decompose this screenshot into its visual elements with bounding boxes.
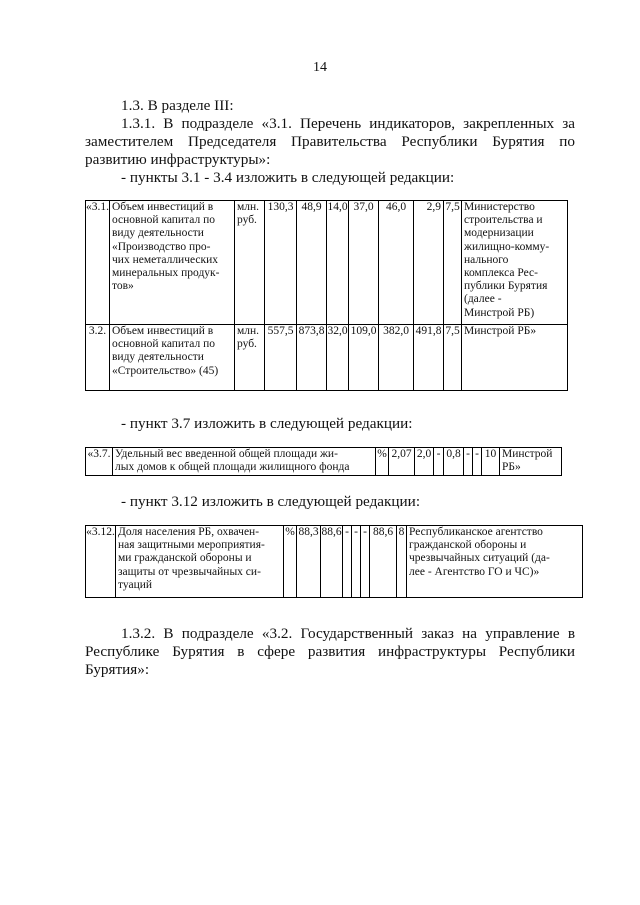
- paragraph-subsection-line-2: заместителем Председателя Правительства Республики Бурятия по: [85, 133, 575, 150]
- responsible-body: Минстрой РБ»: [462, 325, 568, 391]
- unit: %: [376, 448, 389, 476]
- value-cell: -: [352, 526, 361, 598]
- row-number: «3.1.: [86, 201, 110, 325]
- table-row: [86, 325, 568, 391]
- value-cell: 8: [397, 526, 407, 598]
- indicators-table-3-7: [85, 447, 562, 476]
- value-cell: -: [361, 526, 370, 598]
- value-cell: -: [464, 448, 473, 476]
- value-cell: 7,5: [444, 325, 462, 391]
- value-cell: -: [343, 526, 352, 598]
- value-cell: 32,0: [327, 325, 349, 391]
- indicators-table-3-12: [85, 525, 583, 598]
- indicators-table-3-1-3-2: [85, 200, 568, 391]
- value-cell: 491,8: [414, 325, 444, 391]
- indicator-name: Удельный вес введенной общей площади жи- лых домов к общей площади жилищного фонда: [113, 448, 376, 476]
- unit: млн. руб.: [235, 201, 265, 325]
- value-cell: 48,9: [297, 201, 327, 325]
- responsible-body: Министерство строительства и модернизации жилищно-комму- нального комплекса Рес- публики Бурятия (далее - Минстрой РБ): [462, 201, 568, 325]
- responsible-body: Минстрой РБ»: [500, 448, 562, 476]
- paragraph-section-heading: 1.3. В разделе III:: [121, 97, 234, 114]
- value-cell: -: [473, 448, 482, 476]
- indicator-name: Объем инвестиций в основной капитал по виду деятельности «Строительство» (45): [110, 325, 235, 391]
- paragraph-subsection-2-line-1: 1.3.2. В подразделе «3.2. Государственный заказ на управление в: [121, 625, 575, 642]
- value-cell: 130,3: [265, 201, 297, 325]
- paragraph-subsection-2-line-3: Бурятия»:: [85, 661, 150, 678]
- value-cell: 37,0: [349, 201, 379, 325]
- row-number: «3.12.: [86, 526, 116, 598]
- table-row: [86, 526, 583, 598]
- value-cell: 109,0: [349, 325, 379, 391]
- paragraph-item-3-12: - пункт 3.12 изложить в следующей редакции:: [121, 493, 421, 510]
- paragraph-subsection-line-1: 1.3.1. В подразделе «3.1. Перечень индикаторов, закрепленных за: [121, 115, 575, 132]
- value-cell: 557,5: [265, 325, 297, 391]
- responsible-body: Республиканское агентство гражданской обороны и чрезвычайных ситуаций (да- лее - Агентство ГО и ЧС)»: [407, 526, 583, 598]
- paragraph-subsection-2-line-2: Республике Бурятия в сфере развития инфраструктуры Республики: [85, 643, 575, 660]
- value-cell: 382,0: [379, 325, 414, 391]
- value-cell: 2,07: [389, 448, 415, 476]
- row-number: «3.7.: [86, 448, 113, 476]
- table-row: [86, 448, 562, 476]
- value-cell: 46,0: [379, 201, 414, 325]
- paragraph-subsection-line-3: развитию инфраструктуры»:: [85, 151, 271, 168]
- page-number: 14: [313, 60, 327, 75]
- value-cell: 14,0: [327, 201, 349, 325]
- value-cell: 2,0: [415, 448, 434, 476]
- table-row: [86, 201, 568, 325]
- value-cell: 10: [482, 448, 500, 476]
- indicator-name: Объем инвестиций в основной капитал по виду деятельности «Производство про- чих неметаллических минеральных продук- тов»: [110, 201, 235, 325]
- value-cell: 2,9: [414, 201, 444, 325]
- value-cell: 7,5: [444, 201, 462, 325]
- value-cell: 873,8: [297, 325, 327, 391]
- unit: млн. руб.: [235, 325, 265, 391]
- paragraph-items-3-1-3-4: - пункты 3.1 - 3.4 изложить в следующей редакции:: [121, 169, 455, 186]
- row-number: 3.2.: [86, 325, 110, 391]
- value-cell: 88,3: [297, 526, 321, 598]
- paragraph-item-3-7: - пункт 3.7 изложить в следующей редакции:: [121, 415, 413, 432]
- value-cell: 0,8: [444, 448, 464, 476]
- indicator-name: Доля населения РБ, охвачен- ная защитными мероприятия- ми гражданской обороны и защиты от чрезвычайных си- туаций: [116, 526, 284, 598]
- value-cell: 88,6: [370, 526, 397, 598]
- value-cell: 88,6: [321, 526, 343, 598]
- unit: %: [284, 526, 297, 598]
- value-cell: -: [434, 448, 444, 476]
